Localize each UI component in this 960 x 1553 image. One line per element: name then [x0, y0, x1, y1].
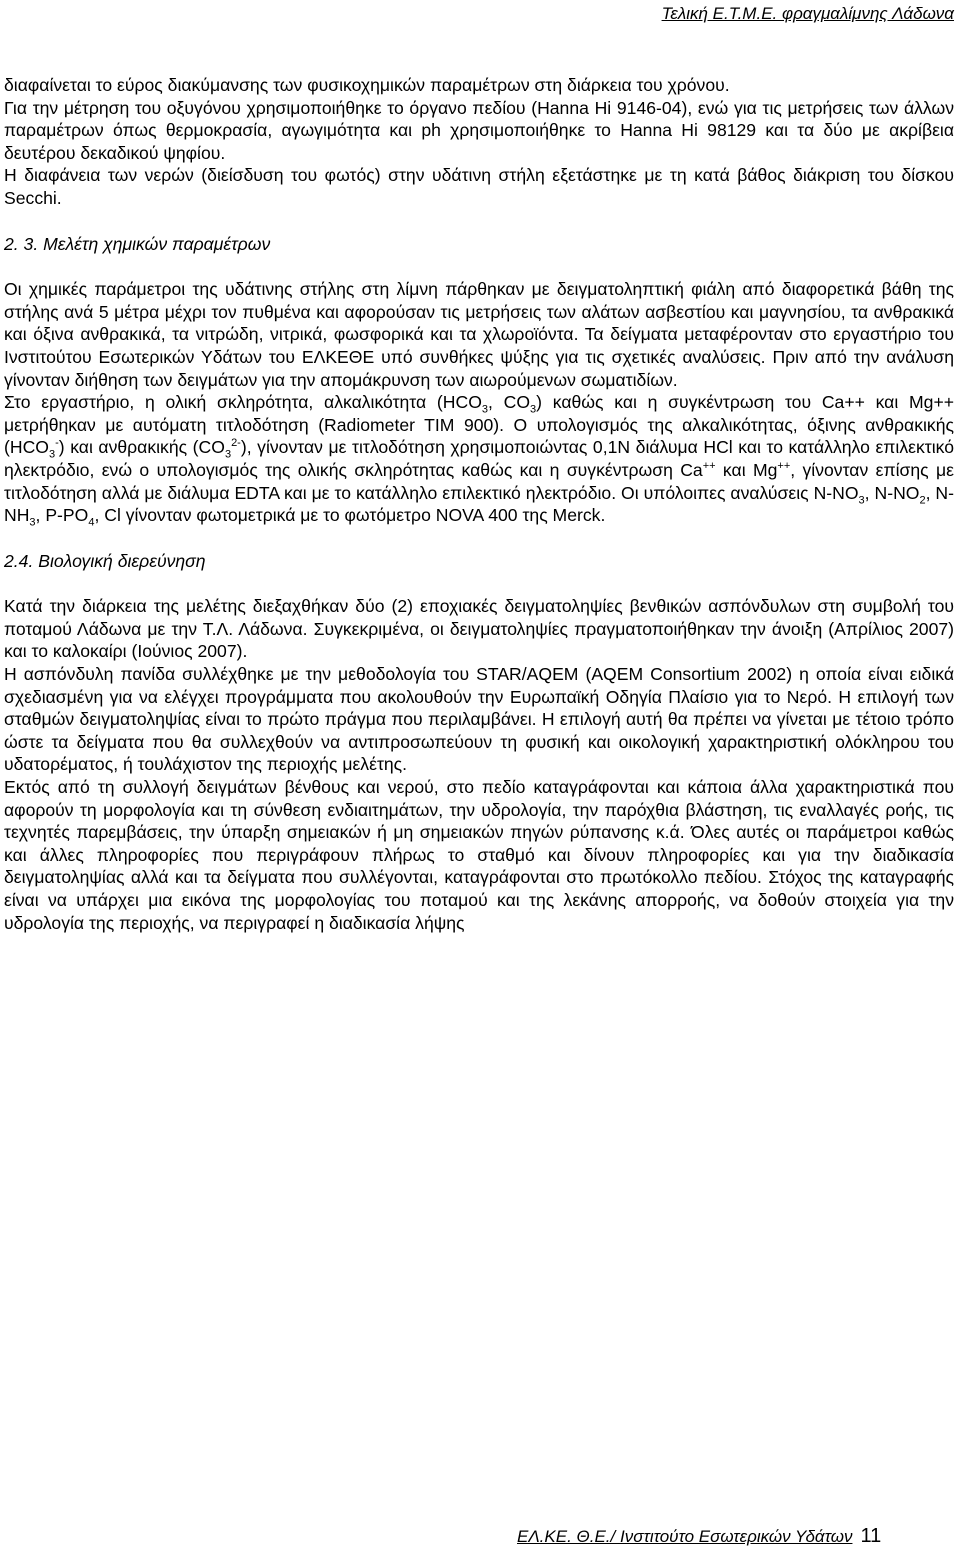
- page-footer: [517, 1525, 881, 1548]
- paragraph: Η ασπόνδυλη πανίδα συλλέχθηκε με την μεθοδολογία του STAR/AQEM (AQEM Consortium 2002) η οποία είναι ειδικά σχεδιασμένη για να ελέγχει προγράμματα που ακολουθούν την Ευρωπαϊκή Οδηγία Πλαίσιο για το Νερό. Η επιλογή των σταθμών δειγματοληψίας είναι το πρώτο πράγμα που περιλαμβάνει. Η επιλογή αυτή θα πρέπει να γίνεται με τέτοιο τρόπο ώστε τα δείγματα που θα συλλεχθούν να αντιπροσωπεύουν τη φυσική και οικολογική χαρακτηριστική ολόκληρου του υδατορέματος, ή τουλάχιστον της περιοχής μελέτης.: [4, 664, 954, 775]
- section-number: 2.4.: [4, 550, 34, 571]
- document-body: [4, 74, 954, 934]
- paragraph: διαφαίνεται το εύρος διακύμανσης των φυσικοχημικών παραμέτρων στη διάρκεια του χρόνου.: [4, 75, 730, 95]
- page-number: 11: [860, 1525, 882, 1547]
- paragraph: Η διαφάνεια των νερών (διείσδυση του φωτός) στην υδάτινη στήλη εξετάστηκε με τη κατά βάθος διάκριση του δίσκου Secchi.: [4, 165, 954, 208]
- section-heading: [4, 233, 954, 256]
- footer-institute: ΕΛ.ΚΕ. Θ.Ε./ Ινστιτούτο Εσωτερικών Υδάτων: [517, 1527, 853, 1546]
- section-heading: [4, 550, 954, 573]
- paragraph: Εκτός από τη συλλογή δειγμάτων βένθους και νερού, στο πεδίο καταγράφονται και κάποια άλλα χαρακτηριστικά που αφορούν τη μορφολογία και τη σύνθεση ενδιαιτημάτων, την υδρολογία, την παρόχθια βλάστηση, τις εναλλαγές ροής, τις τεχνητές παρεμβάσεις, την ύπαρξη σημειακών ή μη σημειακών πηγών ρύπανσης κ.ά. Όλες αυτές οι παράμετροι καθώς και άλλες πληροφορίες που περιγράφουν πλήρως το σταθμό και δίνουν πληροφορίες και για την διαδικασία δειγματοληψίας αλλά και τα δείγματα που συλλέγονται, καταγράφονται στο πρωτόκολλο πεδίου. Στόχος της καταγραφής είναι να υπάρχει μια εικόνα της μορφολογίας του ποταμού και της λεκάνης απορροής, να δοθούν στοιχεία για την υδρολογία της περιοχής, να περιγραφεί η διαδικασία λήψης: [4, 777, 954, 933]
- paragraph: Οι χημικές παράμετροι της υδάτινης στήλης στη λίμνη πάρθηκαν με δειγματοληπτική φιάλη από διαφορετικά βάθη της στήλης ανά 5 μέτρα μέχρι τον πυθμένα και αφορούσαν τις μετρήσεις των αλάτων ασβεστίου και μαγνησίου, τα ανθρακικά και όξινα ανθρακικά, τα νιτρώδη, νιτρικά, φωσφορικά και τα χλωροϊόντα. Τα δείγματα μεταφέρονταν στο εργαστήριο του Ινστιτούτου Εσωτερικών Υδάτων του ΕΛΚΕΘΕ υπό συνθήκες ψύξης για τις σχετικές αναλύσεις. Πριν από την ανάλυση γίνονταν διήθηση των δειγμάτων για την απομάκρυνση των αιωρούμενων σωματιδίων.: [4, 279, 954, 390]
- section-number: 2. 3.: [4, 233, 39, 254]
- paragraph: Για την μέτρηση του οξυγόνου χρησιμοποιήθηκε το όργανο πεδίου (Hanna Hi 9146-04), ενώ για τις μετρήσεις των άλλων παραμέτρων όπως θερμοκρασία, αγωγιμότητα και ph χρησιμοποιήθηκε το Hanna Hi 98129 και τα δύο με ακρίβεια δευτέρου δεκαδικού ψηφίου.: [4, 97, 954, 163]
- section-title: Βιολογική διερεύνηση: [38, 550, 206, 571]
- section-title: Μελέτη χημικών παραμέτρων: [43, 233, 271, 254]
- paragraph: Κατά την διάρκεια της μελέτης διεξαχθήκαν δύο (2) εποχιακές δειγματοληψίες βενθικών ασπόνδυλων στη συμβολή του ποταμού Λάδωνα με την Τ.Λ. Λάδωνα. Συγκεκριμένα, οι δειγματοληψίες πραγματοποιήθηκαν την άνοιξη (Απρίλιος 2007) και το καλοκαίρι (Ιούνιος 2007).: [4, 596, 954, 662]
- running-header: Τελική Ε.Τ.Μ.Ε. φραγμαλίμνης Λάδωνα: [661, 4, 954, 23]
- paragraph-chemistry: Στο εργαστήριο, η ολική σκληρότητα, αλκαλικότητα ($HCO_3$, $CO_3$) καθώς και η συγκέντρωση του Ca++ και Mg++ μετρήθηκαν με αυτόματη τιτλοδότηση (Radiometer TIM 900). Ο υπολογισμός της αλκαλικότητας, όξινης ανθρακικής $(HCO_3^-)$ και ανθρακικής $(CO_3^{2-})$, γίνονταν με τιτλοδότηση χρησιμοποιώντας 0,1N διάλυμα HCl και το κατάλληλο επιλεκτικό ηλεκτρόδιο, ενώ ο υπολογισμός της ολικής σκληρότητας καθώς και η συγκέντρωση Ca++ και Mg++, γίνονταν επίσης με τιτλοδότηση αλλά με διάλυμα EDTA και με το κατάλληλο επιλεκτικό ηλεκτρόδιο. Οι υπόλοιπες αναλύσεις $N-NO_3$, $N-NO_2$, $N-NH_3$, $P-PO_4$, Cl γίνονταν φωτομετρικά με το φωτόμετρο NOVA 400 της Merck.: [4, 392, 954, 529]
